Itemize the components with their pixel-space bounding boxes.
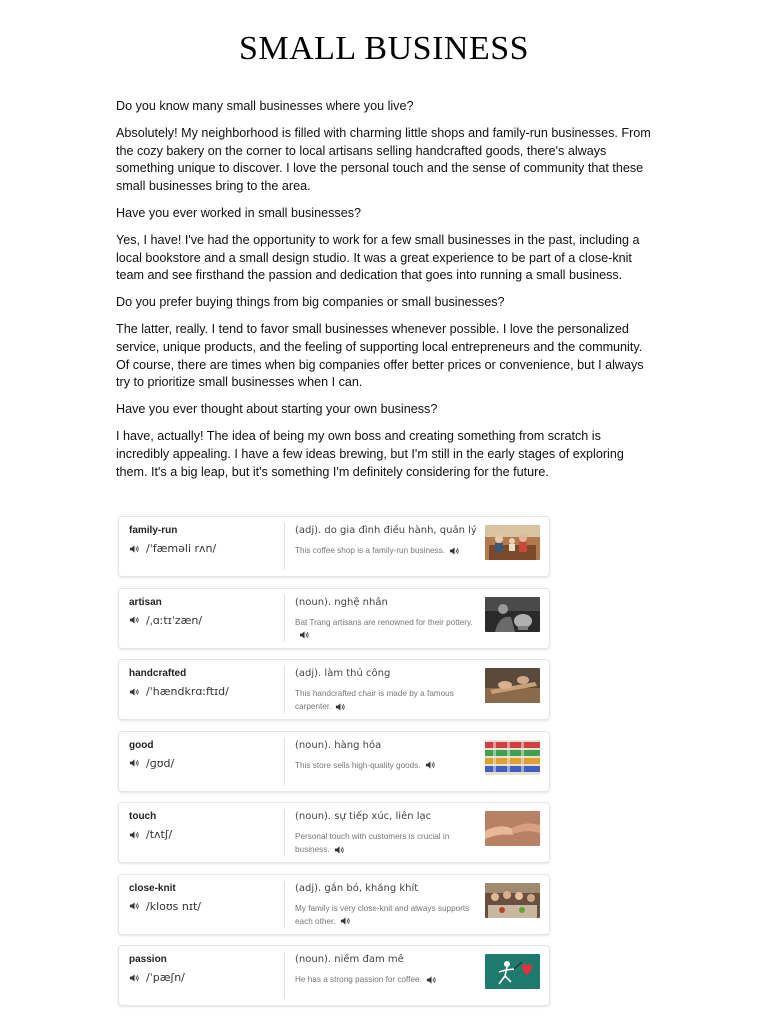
card-divider <box>284 809 285 856</box>
answer: Absolutely! My neighborhood is filled with charming little shops and family-run businesses. From the cozy bakery on the corner to local artisans selling handcrafted goods, there's always something unique to discover. I love the personal touch and the sense of community that these small businesses bring to the area. <box>116 125 651 194</box>
speaker-icon[interactable] <box>340 916 351 926</box>
speaker-icon[interactable] <box>129 615 140 625</box>
vocab-card <box>118 945 550 1006</box>
vocab-meaning: (noun). hàng hóa <box>295 739 382 751</box>
vocab-word: artisan <box>129 596 162 608</box>
qa-section <box>116 98 656 490</box>
pronunciation-row <box>129 685 284 698</box>
speaker-icon[interactable] <box>129 901 140 911</box>
answer: The latter, really. I tend to favor small businesses whenever possible. I love the personalized service, unique products, and the feeling of supporting local entrepreneurs and the community. Of course, there are times when big companies offer better prices or convenience, but I always try to prioritize small businesses when I can. <box>116 321 644 390</box>
example-text: This coffee shop is a family-run business. <box>295 546 446 555</box>
vocab-word: touch <box>129 811 157 822</box>
vocab-ipa: /ˌɑːtɪˈzæn/ <box>146 613 203 627</box>
vocab-meaning: (adj). gắn bó, khăng khít <box>295 882 419 894</box>
question: Do you prefer buying things from big companies or small businesses? <box>116 295 505 310</box>
vocab-word: good <box>129 739 154 751</box>
vocab-word: family-run <box>129 525 178 536</box>
card-divider <box>284 523 285 570</box>
card-divider <box>284 738 285 785</box>
vocab-ipa: /kloʊs nɪt/ <box>146 899 201 913</box>
vocab-word-block <box>129 525 284 555</box>
vocab-ipa: /ɡʊd/ <box>146 756 175 770</box>
speaker-icon[interactable] <box>425 760 436 770</box>
example-text: Personal touch with customers is crucial in business. <box>295 832 450 854</box>
vocab-meaning-block <box>295 525 480 557</box>
example-text: This handcrafted chair is made by a famous carpenter. <box>295 689 454 711</box>
vocab-word: close-knit <box>129 882 176 894</box>
vocab-example <box>295 973 480 986</box>
vocab-meaning-block <box>295 740 480 772</box>
example-text: He has a strong passion for coffee. <box>295 975 422 984</box>
running-heart-illustration <box>485 954 540 989</box>
vocabulary-list <box>118 516 550 1017</box>
vocab-meaning-block <box>295 597 480 642</box>
card-divider <box>284 881 285 928</box>
vocab-word: handcrafted <box>129 668 187 679</box>
vocab-word-block <box>129 954 284 984</box>
family-dinner-photo <box>485 883 540 918</box>
vocab-meaning-block <box>295 811 480 856</box>
vocab-card <box>118 802 550 863</box>
vocab-ipa: /ˈfæməli rʌn/ <box>146 542 217 555</box>
pronunciation-row <box>129 900 284 913</box>
vocab-ipa: /ˈhændkrɑːftɪd/ <box>146 685 229 698</box>
vocab-card <box>118 874 550 935</box>
speaker-icon[interactable] <box>129 973 140 983</box>
card-divider <box>284 666 285 713</box>
vocab-example <box>295 687 480 713</box>
vocab-ipa: /ˈpæʃn/ <box>146 971 185 984</box>
vocab-meaning-block <box>295 668 480 713</box>
vocab-example <box>295 544 480 557</box>
example-text: Bat Trang artisans are renowned for their pottery. <box>295 617 473 627</box>
speaker-icon[interactable] <box>129 544 140 554</box>
speaker-icon[interactable] <box>129 830 140 840</box>
vocab-meaning: (adj). làm thủ công <box>295 668 391 679</box>
hands-touch-photo <box>485 811 540 846</box>
card-divider <box>284 595 285 642</box>
speaker-icon[interactable] <box>129 687 140 697</box>
example-text: This store sells high-quality goods. <box>295 760 421 770</box>
vocab-example <box>295 902 480 928</box>
page-title: SMALL BUSINESS <box>238 30 530 67</box>
vocab-meaning: (noun). sự tiếp xúc, liên lạc <box>295 811 432 822</box>
vocab-meaning: (adj). do gia đình điều hành, quản lý <box>295 525 477 536</box>
question: Do you know many small businesses where you live? <box>116 99 414 113</box>
pottery-artisan-photo <box>485 597 540 632</box>
pronunciation-row <box>129 757 284 770</box>
card-divider <box>284 952 285 999</box>
vocab-example <box>295 759 480 772</box>
pronunciation-row <box>129 614 284 627</box>
store-shelves-photo <box>485 740 540 775</box>
vocab-word-block <box>129 811 284 841</box>
vocab-word: passion <box>129 954 167 965</box>
vocab-card <box>118 659 550 720</box>
speaker-icon[interactable] <box>335 702 346 712</box>
vocab-card <box>118 588 550 649</box>
vocab-word-block <box>129 668 284 698</box>
family-meal-photo <box>485 525 540 560</box>
example-text: My family is very close-knit and always supports each other. <box>295 903 470 926</box>
vocab-card <box>118 731 550 792</box>
question: Have you ever worked in small businesses? <box>116 205 361 220</box>
speaker-icon[interactable] <box>449 546 460 556</box>
vocab-word-block <box>129 597 284 627</box>
vocab-card <box>118 516 550 577</box>
vocab-meaning: (noun). nghệ nhân <box>295 596 388 608</box>
vocab-meaning: (noun). niềm đam mê <box>295 954 404 965</box>
vocab-example <box>295 616 480 642</box>
question: Have you ever thought about starting your own business? <box>116 402 438 417</box>
vocab-example <box>295 830 480 856</box>
vocab-ipa: /tʌtʃ/ <box>146 828 173 841</box>
woodwork-hands-photo <box>485 668 540 703</box>
vocab-meaning-block <box>295 954 480 986</box>
vocab-meaning-block <box>295 883 480 928</box>
vocab-word-block <box>129 740 284 770</box>
pronunciation-row <box>129 542 284 555</box>
speaker-icon[interactable] <box>426 975 437 985</box>
vocab-word-block <box>129 883 284 913</box>
answer: I have, actually! The idea of being my own boss and creating something from scratch is incredibly appealing. I have a few ideas brewing, but I'm still in the early stages of exploring them. It's a big leap, but it's something I'm definitely considering for the future. <box>116 428 624 479</box>
pronunciation-row <box>129 971 284 984</box>
answer: Yes, I have! I've had the opportunity to work for a few small businesses in the past, including a local bookstore and a small design studio. It was a great experience to be part of a close-knit team and see firsthand the passion and dedication that goes into running a small business. <box>116 232 640 283</box>
speaker-icon[interactable] <box>299 630 310 640</box>
pronunciation-row <box>129 828 284 841</box>
speaker-icon[interactable] <box>334 845 345 855</box>
speaker-icon[interactable] <box>129 758 140 768</box>
